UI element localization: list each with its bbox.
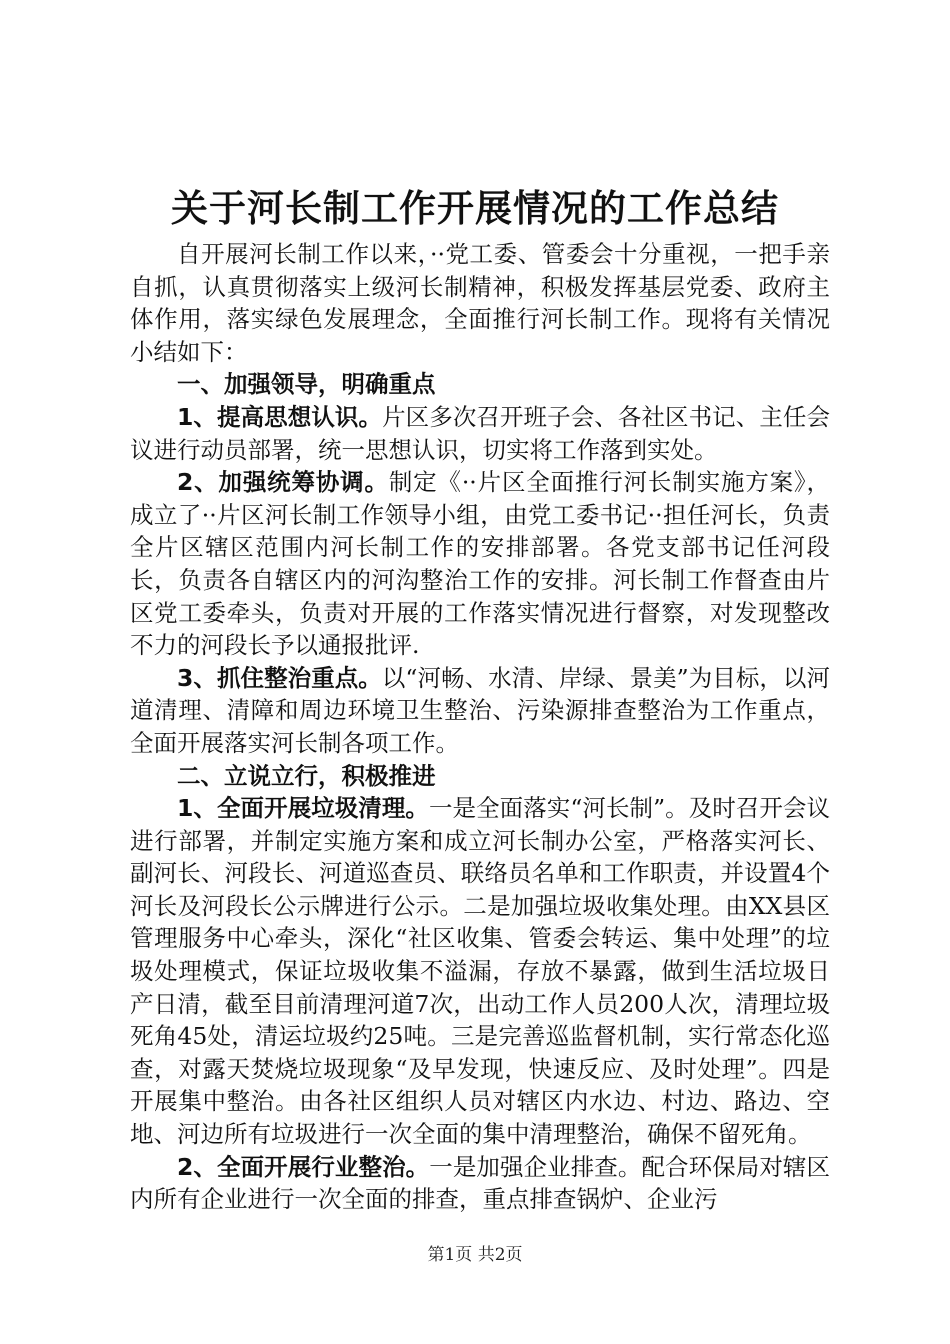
paragraph-lead: 1、全面开展垃圾清理。 [177,794,429,823]
paragraph [130,662,830,760]
paragraph-text: 片区多次召开班子会、各社区书记、主任会议进行动员部署，统一思想认识，切实将工作落到实处。 [130,402,831,464]
intro-paragraph: 自开展河长制工作以来，··党工委、管委会十分重视，一把手亲自抓，认真贯彻落实上级河长制精神，积极发挥基层党委、政府主体作用，落实绿色发展理念，全面推行河长制工作。现将有关情况小结如下： [130,240,830,366]
section-heading: 一、加强领导，明确重点 [177,370,436,399]
paragraph-text: 一是全面落实“河长制”。及时召开会议进行部署，并制定实施方案和成立河长制办公室，严格落实河长、副河长、河段长、河道巡查员、联络员名单和工作职责，并设置4个河长及河段长公示牌进行公示。二是加强垃圾收集处理。由XX县区管理服务中心牵头，深化“社区收集、管委会转运、集中处理”的垃圾处理模式，保证垃圾收集不溢漏，存放不暴露，做到生活垃圾日产日清，截至目前清理河道7次，出动工作人员200人次，清理垃圾死角45处，清运垃圾约25吨。三是完善巡监督机制，实行常态化巡查，对露天焚烧垃圾现象“及早发现，快速反应、及时处理”。四是开展集中整治。由各社区组织人员对辖区内水边、村边、路边、空地、河边所有垃圾进行一次全面的集中清理整治，确保不留死角。 [130,794,830,1149]
paragraph-lead: 1、提高思想认识。 [177,402,383,431]
paragraph-lead: 2、全面开展行业整治。 [177,1152,430,1181]
paragraph-text: 以“河畅、水清、岸绿、景美”为目标，以河道清理、清障和周边环境卫生整治、污染源排查整治为工作重点，全面开展落实河长制各项工作。 [130,663,830,757]
paragraph-text: 制定《··片区全面推行河长制实施方案》，成立了··片区河长制工作领导小组，由党工委书记··担任河长，负责全片区辖区范围内河长制工作的安排部署。各党支部书记任河段长，负责各自辖区内的河沟整治工作的安排。河长制工作督查由片区党工委牵头，负责对开展的工作落实情况进行督察，对发现整改不力的河段长予以通报批评. [130,468,830,660]
paragraph [130,466,830,662]
paragraph [130,401,830,466]
paragraph-lead: 2、加强统筹协调。 [177,468,389,497]
paragraph [130,1151,830,1216]
document-body [130,238,830,1216]
section-heading: 二、立说立行，积极推进 [177,761,436,790]
paragraph [130,792,830,1151]
page-number: 第1页 共2页 [427,1245,523,1265]
paragraph-lead: 3、抓住整治重点。 [177,663,382,692]
document-title: 关于河长制工作开展情况的工作总结 [171,187,779,230]
paragraph-text: 一是加强企业排查。配合环保局对辖区内所有企业进行一次全面的排查，重点排查锅炉、企业污 [130,1152,831,1214]
